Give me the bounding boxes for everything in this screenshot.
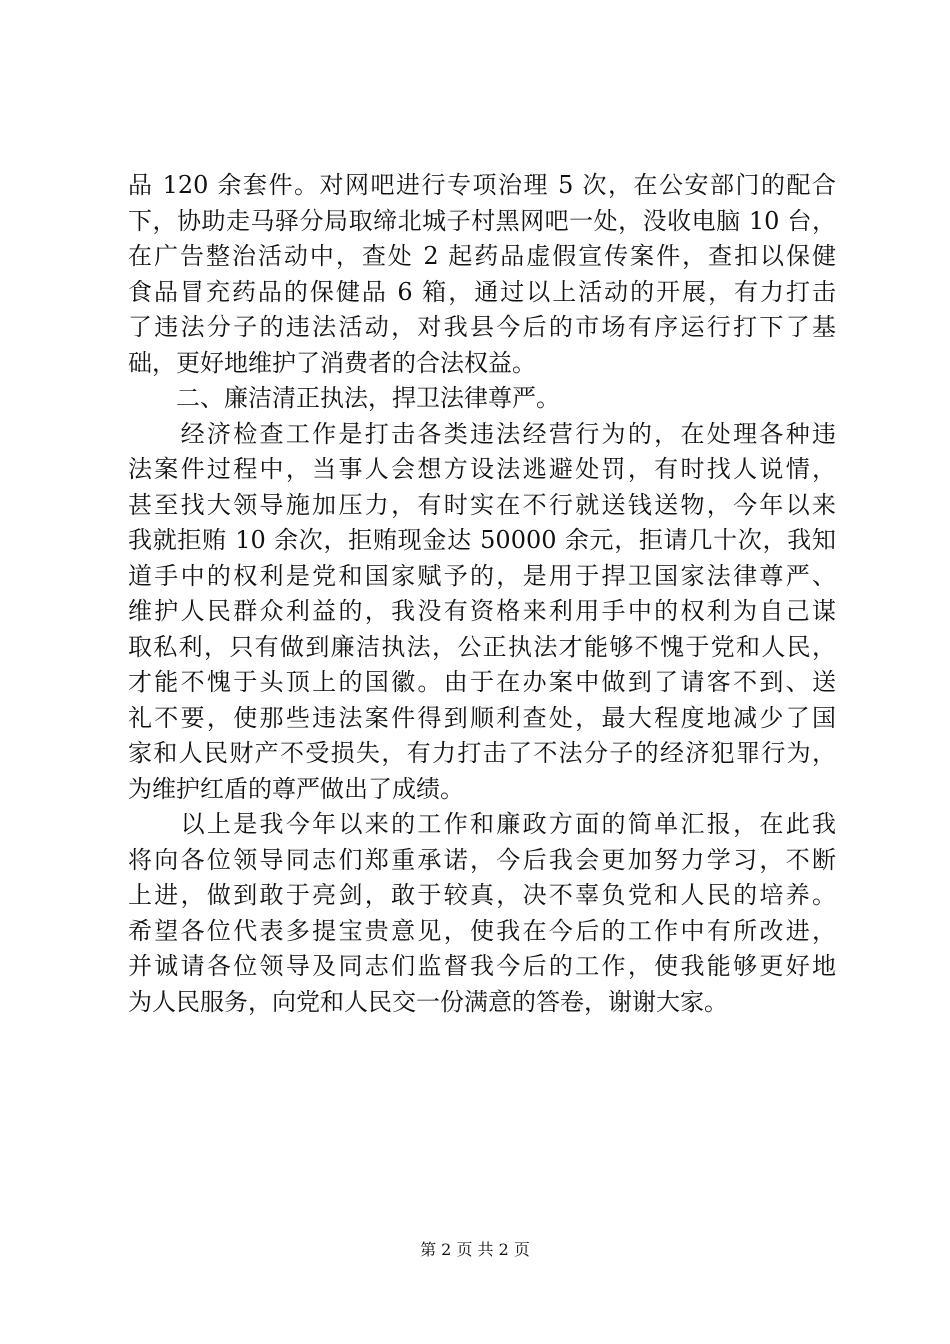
text-line: 才能不愧于头顶上的国徽。由于在办案中做到了请客不到、送 bbox=[128, 668, 836, 696]
text-line: 取私利，只有做到廉洁执法，公正执法才能够不愧于党和人民， bbox=[128, 632, 836, 661]
text-line: 经济检查工作是打击各类违法经营行为的，在处理各种违 bbox=[128, 419, 836, 448]
text-line: 以上是我今年以来的工作和廉政方面的简单汇报，在此我 bbox=[128, 810, 836, 838]
text-line: 家和人民财产不受损失，有力打击了不法分子的经济犯罪行为， bbox=[128, 739, 836, 767]
text-line: 甚至找大领导施加压力，有时实在不行就送钱送物，今年以来 bbox=[128, 490, 836, 519]
text-line: 我就拒贿 10 余次，拒贿现金达 50000 余元，拒请几十次，我知 bbox=[128, 526, 836, 554]
text-line: 食品冒充药品的保健品 6 箱，通过以上活动的开展，有力打击 bbox=[128, 277, 836, 306]
text-line: 品 120 余套件。对网吧进行专项治理 5 次，在公安部门的配合 bbox=[128, 171, 836, 199]
text-line: 希望各位代表多提宝贵意见，使我在今后的工作中有所改进， bbox=[128, 916, 836, 945]
text-line: 上进，做到敢于亮剑，敢于较真，决不辜负党和人民的培养。 bbox=[128, 881, 836, 909]
section-heading: 二、廉洁清正执法，捍卫法律尊严。 bbox=[128, 384, 560, 412]
text-line: 法案件过程中，当事人会想方设法逃避处罚，有时找人说情， bbox=[128, 455, 836, 483]
text-line: 为人民服务，向党和人民交一份满意的答卷，谢谢大家。 bbox=[128, 987, 728, 1016]
text-line: 维护人民群众利益的，我没有资格来利用手中的权利为自己谋 bbox=[128, 597, 836, 625]
page-footer bbox=[0, 1240, 950, 1260]
document-body bbox=[128, 168, 836, 1020]
text-line: 将向各位领导同志们郑重承诺，今后我会更加努力学习，不断 bbox=[128, 845, 836, 874]
text-line: 为维护红盾的尊严做出了成绩。 bbox=[128, 774, 464, 803]
text-line: 了违法分子的违法活动，对我县今后的市场有序运行打下了基 bbox=[128, 313, 836, 341]
text-line: 并诚请各位领导及同志们监督我今后的工作，使我能够更好地 bbox=[128, 952, 836, 980]
page-number-label: 第 2 页 共 2 页 bbox=[420, 1240, 530, 1259]
text-line: 础，更好地维护了消费者的合法权益。 bbox=[128, 348, 536, 377]
text-line: 在广告整治活动中，查处 2 起药品虚假宣传案件，查扣以保健 bbox=[128, 242, 836, 270]
text-line: 礼不要，使那些违法案件得到顺利查处，最大程度地减少了国 bbox=[128, 703, 836, 732]
text-line: 下，协助走马驿分局取缔北城子村黑网吧一处，没收电脑 10 台， bbox=[128, 206, 836, 235]
text-line: 道手中的权利是党和国家赋予的，是用于捍卫国家法律尊严、 bbox=[128, 561, 836, 590]
